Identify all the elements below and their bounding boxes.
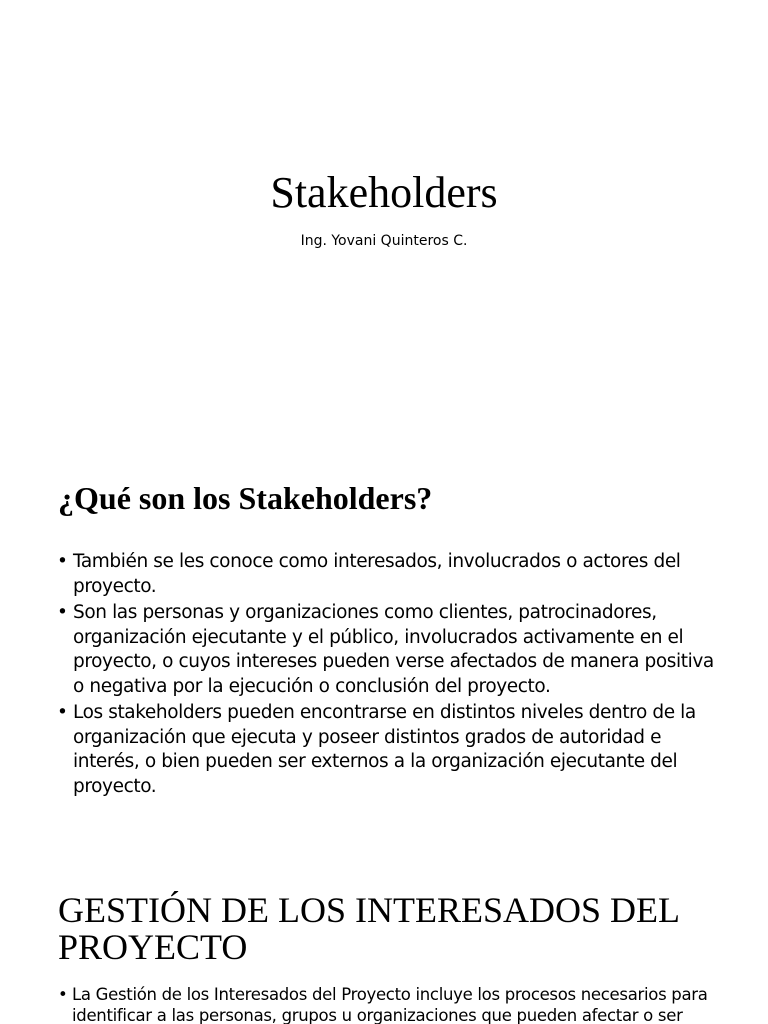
slide-heading: ¿Qué son los Stakeholders?: [58, 480, 433, 516]
bullet-text: También se les conoce como interesados, involucrados o actores del proyecto.: [73, 551, 681, 597]
slide-heading: GESTIÓN DE LOS INTERESADOS DEL PROYECTO: [58, 890, 679, 967]
list-item: [58, 984, 738, 1024]
bullet-list: [58, 984, 738, 1024]
bullet-text: Los stakeholders pueden encontrarse en distintos niveles dentro de la organización que ejecuta y poseer distintos grados de autoridad e interés, o bien pueden ser externos a la organización ejecutante del proyecto.: [73, 702, 696, 797]
presentation-author: Ing. Yovani Quinteros C.: [300, 233, 468, 249]
slide-stakeholder-management: [0, 866, 768, 1024]
slide-what-are-stakeholders: [0, 440, 768, 866]
list-item: [56, 550, 726, 599]
bullet-icon: •: [58, 985, 68, 1004]
bullet-list: [56, 550, 726, 801]
list-item: [56, 601, 726, 699]
bullet-icon: •: [57, 702, 68, 723]
presentation-title: Stakeholders: [270, 168, 498, 217]
bullet-icon: •: [57, 551, 68, 572]
slide-title: [0, 0, 768, 440]
bullet-icon: •: [57, 602, 68, 623]
bullet-text: Son las personas y organizaciones como clientes, patrocinadores, organización ejecutante y el público, involucrados activamente en el proyecto, o cuyos intereses pueden verse afectados de manera positiva o negativa por la ejecución o conclusión del proyecto.: [73, 602, 714, 697]
bullet-text: La Gestión de los Interesados del Proyecto incluye los procesos necesarios para identificar a las personas, grupos u organizaciones que pueden afectar o ser: [72, 985, 708, 1024]
list-item: [56, 701, 726, 799]
